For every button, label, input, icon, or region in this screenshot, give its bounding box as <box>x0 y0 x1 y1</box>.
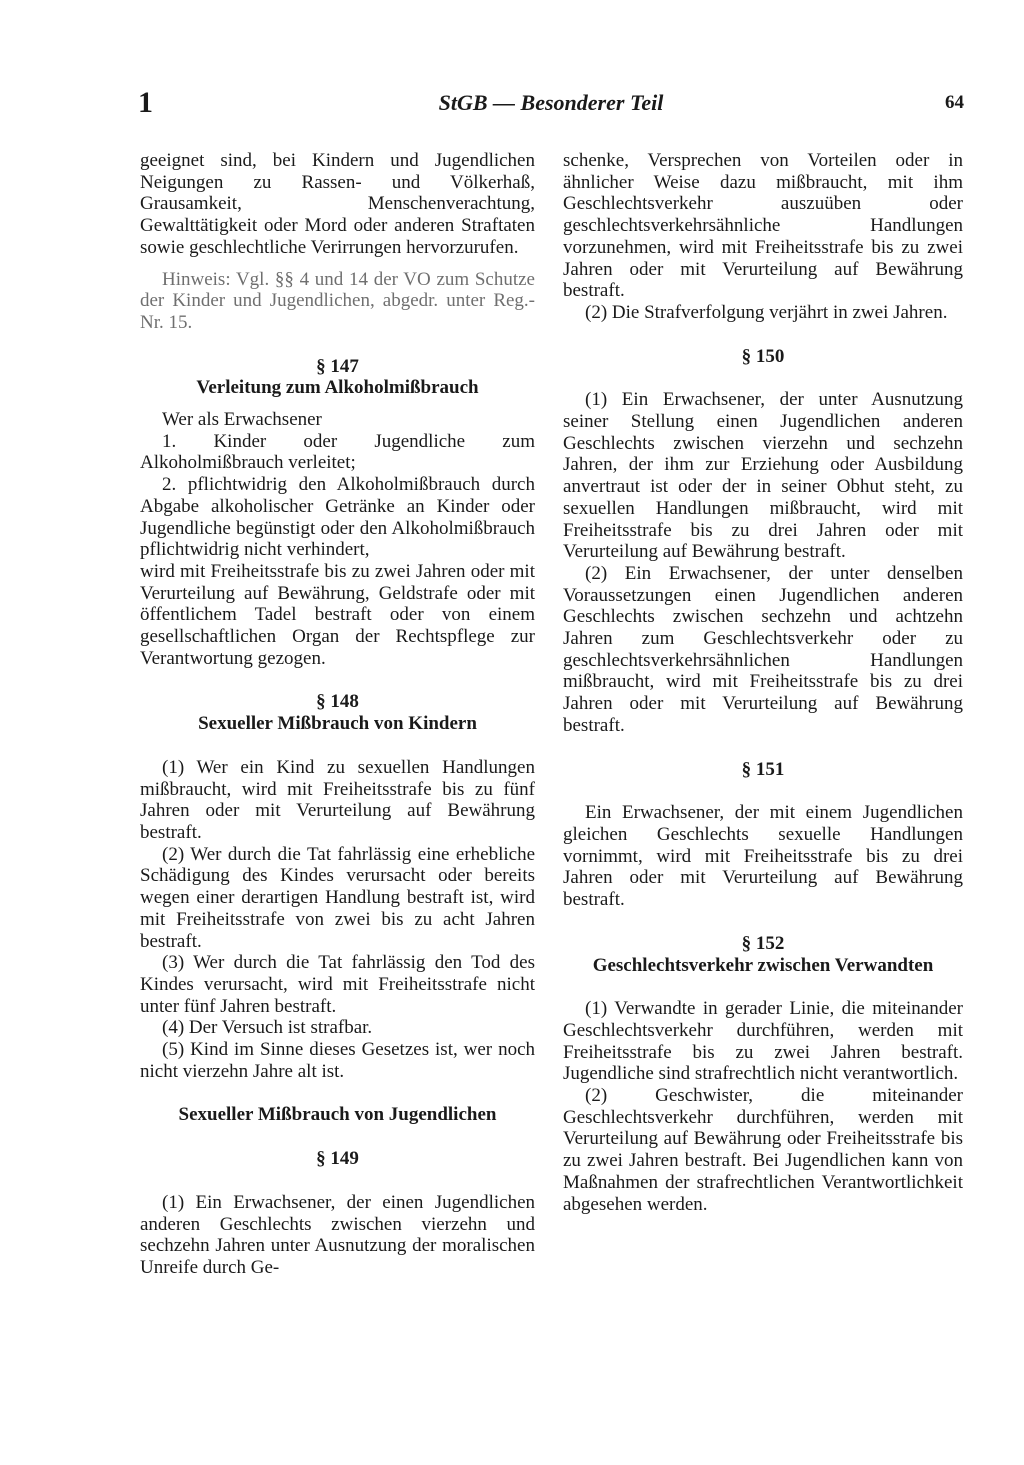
section-149-number: § 149 <box>316 1148 359 1170</box>
page-header <box>138 82 964 122</box>
section-151-number: § 151 <box>741 758 785 780</box>
section-152-number: § 152 <box>741 932 785 954</box>
section-149-para-1-start: (1) Ein Erwachsener, der einen Jugendlichen anderen Geschlechts zwischen vierzehn und sechzehn Jahren unter Ausnutzung der moralischen Unreife durch Ge- <box>140 1191 535 1278</box>
section-150-number: § 150 <box>741 345 785 367</box>
section-147-penalty: wird mit Freiheitsstrafe bis zu zwei Jahren oder mit Verurteilung auf Bewährung, Geldstrafe oder mit öffentlichem Tadel bestraft oder von einem gesellschaftlichen Organ der Rechtspflege zur Verantwortung gezogen. <box>140 560 535 669</box>
section-148-para-3: (3) Wer durch die Tat fahrlässig den Tod des Kindes verursacht, wird mit Freiheitsstrafe nicht unter fünf Jahren bestraft. <box>140 952 535 1017</box>
section-148-para-5: (5) Kind im Sinne dieses Gesetzes ist, wer noch nicht vierzehn Jahre alt ist. <box>140 1039 535 1082</box>
section-151-para-1: Ein Erwachsener, der mit einem Jugendlichen gleichen Geschlechts sexuelle Handlungen vornimmt, wird mit Freiheitsstrafe bis zu drei Jahren oder mit Verurteilung auf Bewährung bestraft. <box>563 802 963 911</box>
section-147-intro: Wer als Erwachsener <box>162 409 322 431</box>
section-147-number: § 147 <box>316 355 359 377</box>
section-148-title: Sexueller Mißbrauch von Kindern <box>198 713 477 735</box>
section-149-para-2: (2) Die Strafverfolgung verjährt in zwei Jahren. <box>585 301 948 323</box>
left-column <box>140 150 535 1279</box>
section-150-para-1: (1) Ein Erwachsener, der unter Ausnutzung seiner Stellung einen Jugendlichen anderen Geschlechts zwischen vierzehn und sechzehn Jahren, der ihm zur Erziehung oder Ausbildung anvertraut ist oder der in seiner Obhut steht, zu sexuellen Handlungen mißbraucht, wird mit Freiheitsstrafe bis zu drei Jahren oder mit Verurteilung auf Bewährung bestraft. <box>563 389 963 563</box>
section-148-number: § 148 <box>316 691 359 713</box>
section-152-title: Geschlechtsverkehr zwischen Verwandten <box>592 954 934 976</box>
running-title: StGB — Besonderer Teil <box>438 90 664 115</box>
section-152-para-2: (2) Geschwister, die miteinander Geschlechtsverkehr durchführen, werden mit Verurteilung auf Bewährung oder Freiheitsstrafe bis zu zwei Jahren bestraft. Bei Jugendlichen kann von Maßnahmen der strafrechtlichen Verantwortlichkeit abgesehen werden. <box>563 1085 963 1215</box>
hinweis-note: Hinweis: Vgl. §§ 4 und 14 der VO zum Schutze der Kinder und Jugendlichen, abgedr. unter Reg.-Nr. 15. <box>140 268 535 333</box>
page-number: 64 <box>945 92 964 113</box>
section-148-para-2: (2) Wer durch die Tat fahrlässig eine erhebliche Schädigung des Kindes verursacht oder bereits wegen einer derartigen Handlung bestraft ist, wird mit Freiheitsstrafe von zwei bis zu acht Jahren bestraft. <box>140 843 535 952</box>
section-149-para-1-end: schenke, Versprechen von Vorteilen oder in ähnlicher Weise dazu mißbraucht, mit ihm Geschlechtsverkehr auszuüben oder geschlechtsverkehrsähnliche Handlungen vorzunehmen, wird mit Freiheitsstrafe bis zu zwei Jahren oder mit Verurteilung auf Bewährung bestraft. <box>563 150 963 302</box>
section-148-para-4: (4) Der Versuch ist strafbar. <box>162 1017 373 1039</box>
continued-paragraph: geeignet sind, bei Kindern und Jugendlichen Neigungen zu Rassen- und Völkerhaß, Grausamkeit, Menschenverachtung, Gewalttätigkeit oder Mord oder anderen Straftaten sowie geschlechtliche Verirrungen hervorzurufen. <box>140 150 535 258</box>
section-147-item-2: 2. pflichtwidrig den Alkoholmißbrauch durch Abgabe alkoholischer Getränke an Kinder oder Jugendliche begünstigt oder den Alkoholmißbrauch pflichtwidrig nicht verhindert, <box>140 474 535 561</box>
section-148-para-1: (1) Wer ein Kind zu sexuellen Handlungen mißbraucht, wird mit Freiheitsstrafe bis zu fünf Jahren oder mit Verurteilung auf Bewährung bestraft. <box>140 756 535 843</box>
section-147-title: Verleitung zum Alkoholmißbrauch <box>196 377 479 399</box>
section-150-para-2: (2) Ein Erwachsener, der unter denselben Voraussetzungen einen Jugendlichen anderen Geschlechts zwischen sechzehn und achtzehn Jahren zum Geschlechtsverkehr oder zu geschlechtsverkehrsähnlichen Handlungen mißbraucht, wird mit Freiheitsstrafe bis zu drei Jahren oder mit Verurteilung auf Bewährung bestraft. <box>563 562 963 736</box>
chapter-number: 1 <box>138 86 153 119</box>
subheading-jugendliche: Sexueller Mißbrauch von Jugendlichen <box>178 1104 497 1126</box>
section-147-item-1: 1. Kinder oder Jugendliche zum Alkoholmißbrauch verleitet; <box>140 430 535 474</box>
right-column <box>563 150 963 1215</box>
section-152-para-1: (1) Verwandte in gerader Linie, die miteinander Geschlechtsverkehr durchführen, werden mit Freiheitsstrafe bis zu zwei Jahren bestraft. Jugendliche sind strafrechtlich nicht verantwortlich. <box>563 998 963 1085</box>
